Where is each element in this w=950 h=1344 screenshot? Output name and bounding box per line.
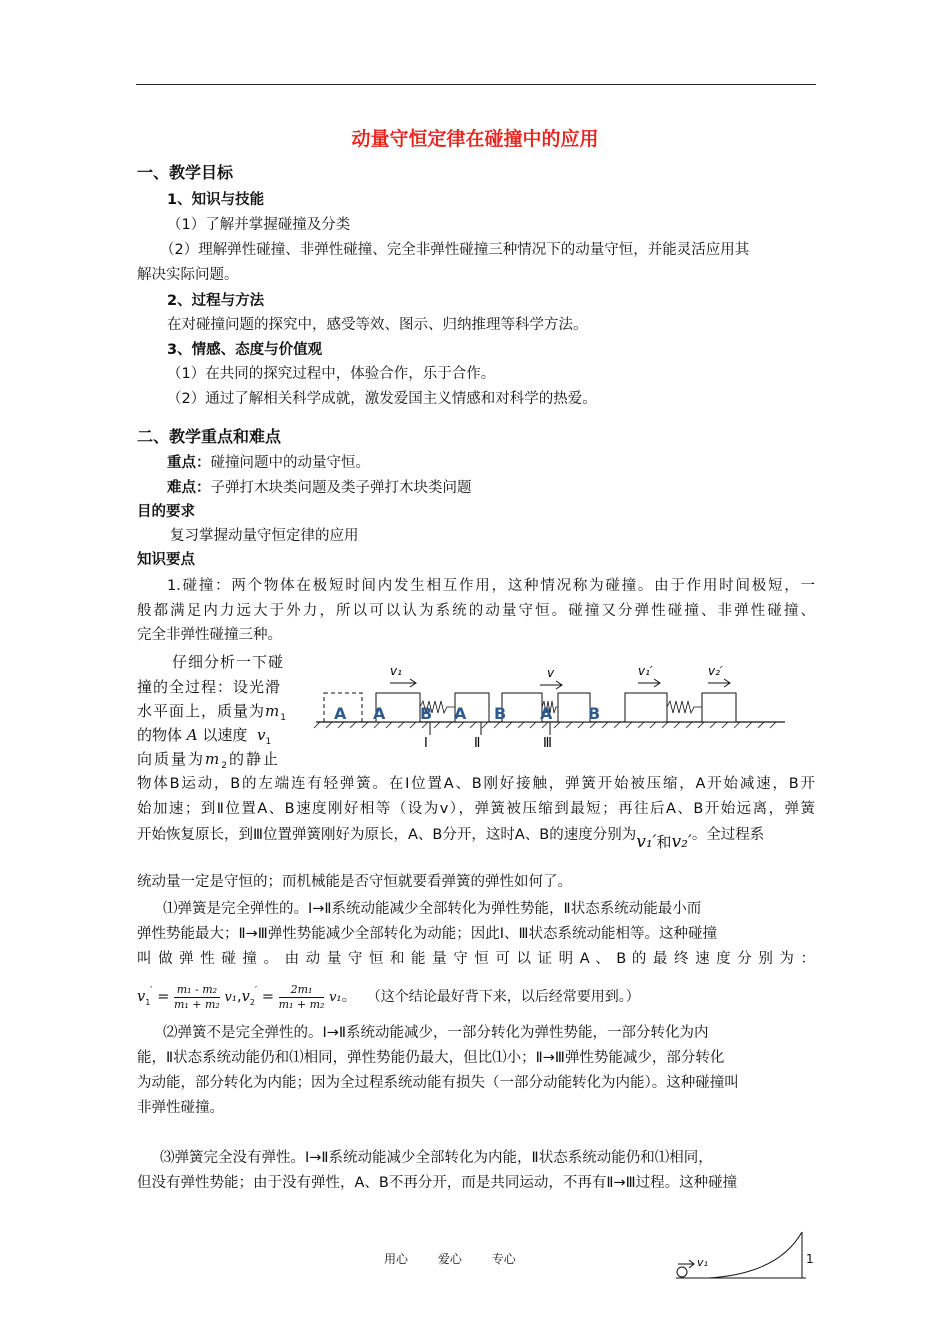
fraction-1-numerator: m₁ - m₂ [174,983,220,998]
case-3-line-1: ⑶弹簧完全没有弹性。Ⅰ→Ⅱ系统动能减少全部转化为内能，Ⅱ状态系统动能仍和⑴相同， [160,1150,713,1166]
footer-word-3: 专心 [491,1252,516,1266]
position-I: Ⅰ [424,736,428,750]
var-m2: m [205,750,222,768]
block-A-pos2 [502,693,542,722]
knowledge-line-7: 始加速；到Ⅱ位置A、B速度刚好相等（设为v），弹簧被压缩到最短；再往后A、B开始远离，弹簧 [137,801,815,817]
case-2-line-1: ⑵弹簧不是完全弹性的。Ⅰ→Ⅱ系统动能减少，一部分转化为弹性势能，一部分转化为内 [163,1025,709,1041]
ramp-velocity-label: v₁ [697,1256,708,1269]
formula-eq-1: = [157,989,170,1005]
difficulty-text: 子弹打木块类问题及类子弹打木块类问题 [210,480,472,496]
var-m1-sub: 1 [280,713,287,723]
section-heading-objectives: 一、教学目标 [137,163,234,182]
fraction-1-denominator: m₁ + m₂ [173,997,220,1011]
header-rule [136,84,816,85]
block-A-pos3 [625,693,667,722]
case-1-line-3: 叫 做 弹 性 碰 撞 。 由 动 量 守 恒 和 能 量 守 恒 可 以 证 明 A 、 B 的 最 终 速 度 分 别 为 ： [137,951,815,967]
difficulty-point [167,478,472,498]
and-text: 和 [656,833,672,851]
block-B-pos2 [558,693,590,722]
case-3-line-2: 但没有弹性势能；由于没有弹性，A、B不再分开，而是共同运动，不再有Ⅱ→Ⅲ过程。这种碰撞 [137,1175,738,1191]
velocity-label-v1-prime: v₁′ [638,664,653,678]
label-B1: B [420,704,433,723]
var-m2-sub: 2 [221,761,229,771]
case-1-line-1: ⑴弹簧是完全弹性的。Ⅰ→Ⅱ系统动能减少全部转化为弹性势能，Ⅱ状态系统动能最小而 [163,901,702,917]
footer-word-1: 用心 [384,1252,409,1266]
difficulty-label: 难点： [167,480,211,496]
var-v1: v [256,726,266,744]
block-B-pos3 [702,693,736,722]
footer-word-2: 爱心 [437,1252,462,1266]
label-A1: A [334,704,347,723]
process-text: 在对碰撞问题的探究中，感受等效、图示、归纳推理等科学方法。 [167,317,588,333]
label-B2: B [494,704,507,723]
float-line-2: 撞的全过程：设光滑 [137,678,282,696]
knowledge-line-8-text: 开始恢复原长，到Ⅲ位置弹簧刚好为原长，A、B分开，这时A、B的速度分别为 [137,827,637,843]
knowledge-line-1: 1.碰撞：两个物体在极短时间内发生相互作用，这种情况称为碰撞。由于作用时间极短，一 [167,578,815,594]
key-label: 重点： [167,455,211,471]
fraction-2-numerator: 2m₁ [279,983,325,998]
v2-prime-symbol: v₂′ [671,832,692,852]
section-heading-key-points: 二、教学重点和难点 [137,427,282,446]
label-A2: A [373,704,386,723]
knowledge-line-2: 般都满足内力远大于外力，所以可以认为系统的动量守恒。碰撞又分弹性碰撞、非弹性碰撞、 [137,603,815,619]
collision-diagram [310,655,815,750]
velocity-label-v1: v₁ [390,664,402,678]
position-II: Ⅱ [474,736,481,750]
label-B3: B [588,704,601,723]
fraction-2-denominator: m₁ + m₂ [278,997,325,1011]
float-line-5-a: 向质量为 [137,750,206,768]
subheading-values: 3、情感、态度与价值观 [167,342,323,358]
subheading-knowledge: 1、知识与技能 [167,192,265,208]
spring-pos3 [667,701,702,713]
key-text: 碰撞问题中的动量守恒。 [210,455,370,471]
elastic-formula: $v_1'$ = $\frac{\text{m₁ - m₂}}{\text{m₁ + m₂}}$ $v_1,v_2'$ = $\frac{\text{2m₁}}{\text{m₁ + m₂}}$ v₁。 （这个结论最好背下来，以后经常要用到。） [137,982,640,1011]
knowledge-line-8 [137,824,765,852]
fraction-1 [174,983,220,1012]
values-item-1: （1）在共同的探究过程中，体验合作，乐于合作。 [167,366,496,382]
objective-item-1: （1）了解并掌握碰撞及分类 [167,217,351,233]
case-1-line-2: 弹性势能最大；Ⅱ→Ⅲ弹性势能减少全部转化为动能；因此Ⅰ、Ⅲ状态系统动能相等。这种碰撞 [137,926,718,942]
case-2-line-3: 为动能，部分转化为内能；因为全过程系统动能有损失（一部分动能转化为内能）。这种碰撞叫 [137,1075,739,1091]
float-line-4-c: 以速度 [202,726,248,744]
knowledge-line-8-end: 。全过程系 [691,827,765,843]
float-line-3-text: 水平面上，质量为 [137,702,266,720]
formula-v1-prime: v [137,989,146,1005]
formula-v2-prime: v [241,989,250,1005]
float-line-3 [137,701,287,728]
page-number: 1 [806,1252,814,1266]
knowledge-line-9: 统动量一定是守恒的；而机械能是否守恒就要看弹簧的弹性如何了。 [137,874,572,890]
fraction-2 [279,983,325,1012]
subheading-process: 2、过程与方法 [167,293,265,309]
knowledge-line-3: 完全非弹性碰撞三种。 [137,627,282,643]
formula-v1-b: v₁ [329,990,342,1005]
float-line-5-d: 的静止 [228,750,280,768]
objective-item-2-cont: 解决实际问题。 [137,267,239,283]
var-A: A [186,726,198,744]
position-III: Ⅲ [543,736,552,750]
var-v1-sub: 1 [265,737,272,747]
velocity-label-v2-prime: v₂′ [708,664,723,678]
label-A3: A [454,704,467,723]
formula-comma: , [237,989,242,1005]
case-2-line-4: 非弹性碰撞。 [137,1100,224,1116]
formula-note: （这个结论最好背下来，以后经常要用到。） [366,989,640,1005]
values-item-2: （2）通过了解相关科学成就，激发爱国主义情感和对科学的热爱。 [167,391,597,407]
ramp-figure [668,1228,810,1284]
aim-heading: 目的要求 [137,504,195,520]
knowledge-line-6: 物体B运动，B的左端连有轻弹簧。在Ⅰ位置A、B刚好接触，弹簧开始被压缩，A开始减速，B开 [137,776,815,792]
objective-item-2: （2）理解弹性碰撞、非弹性碰撞、完全非弹性碰撞三种情况下的动量守恒，并能灵活应用其 [160,242,750,258]
ball [677,1267,687,1277]
knowledge-heading: 知识要点 [137,552,195,568]
velocity-label-v: v [547,666,555,680]
formula-v1-a: v₁ [224,990,238,1005]
float-line-5 [137,749,280,776]
v1-prime-symbol: v₁′ [636,832,657,852]
formula-period: 。 [341,989,357,1005]
v1-v2-prime [636,832,692,852]
aim-text: 复习掌握动量守恒定律的应用 [170,528,359,544]
key-point [167,453,370,473]
float-line-4 [137,725,271,752]
case-2-line-2: 能，Ⅱ状态系统动能仍和⑴相同，弹性势能仍最大，但比⑴小；Ⅱ→Ⅲ弹性势能减少，部分转化 [137,1050,725,1066]
page-title: 动量守恒定律在碰撞中的应用 [351,128,599,150]
var-m1: m [265,702,281,720]
float-line-1: 仔细分析一下碰 [172,653,285,671]
label-A4: A [540,704,553,723]
float-line-4-a: 的物体 [137,726,183,744]
footer-motto [384,1250,542,1267]
formula-eq-2: = [261,989,274,1005]
